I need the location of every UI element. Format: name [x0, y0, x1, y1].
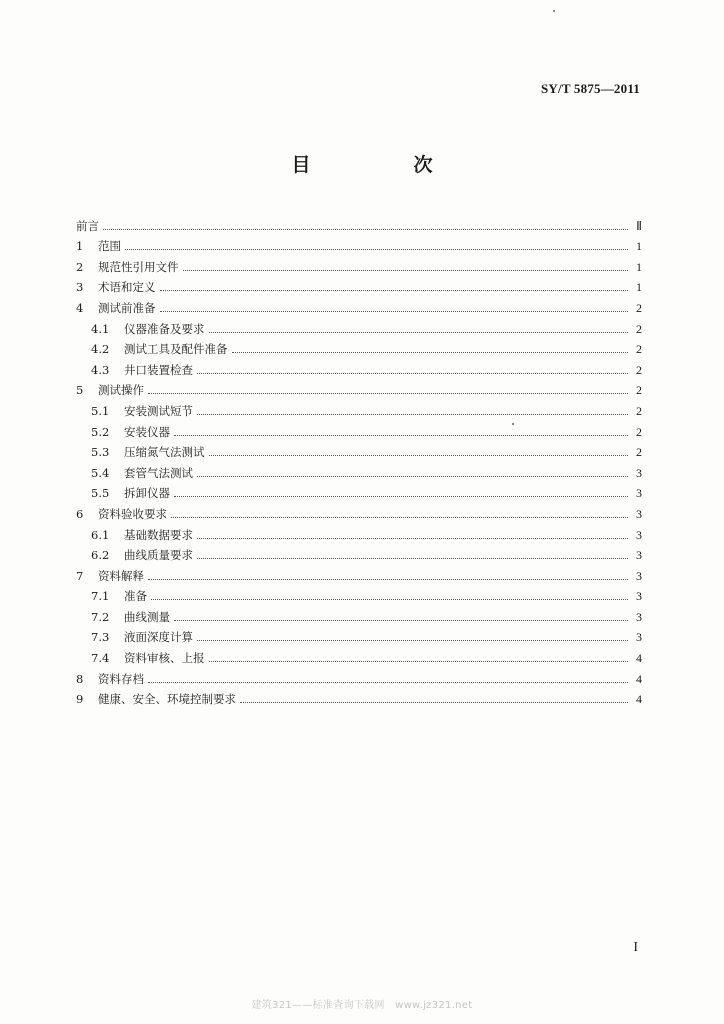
toc-entry-number: 2: [76, 259, 84, 274]
table-of-contents: [76, 212, 642, 706]
toc-entry-page: 3: [636, 548, 642, 563]
toc-entry-page: 3: [636, 589, 642, 604]
toc-entry-label: 资料存档: [98, 671, 144, 686]
dot-leader: [174, 496, 628, 497]
toc-entry-page: 4: [636, 671, 642, 686]
toc-entry: [76, 583, 642, 604]
toc-entry-label: 拆卸仪器: [124, 486, 170, 501]
scan-speck: [553, 10, 555, 12]
toc-entry-number: 7: [76, 568, 84, 583]
toc-entry: [76, 500, 642, 521]
toc-entry-page: 4: [636, 692, 642, 707]
toc-entry-number: 7.1: [91, 589, 110, 604]
toc-entry-page: 2: [636, 424, 642, 439]
toc-entry-number: 5.4: [91, 465, 110, 480]
toc-entry-number: 9: [76, 692, 84, 707]
dot-leader: [148, 393, 628, 394]
toc-entry-label: 健康、安全、环境控制要求: [98, 692, 236, 707]
toc-entry-page: 2: [636, 403, 642, 418]
toc-entry: [76, 562, 642, 583]
dot-leader: [103, 229, 628, 230]
scan-speck: [512, 423, 514, 425]
toc-entry-number: 5.5: [91, 486, 110, 501]
toc-entry: [76, 418, 642, 439]
toc-entry-number: 6.1: [91, 527, 110, 542]
toc-entry: [76, 665, 642, 686]
page-number: I: [633, 940, 638, 955]
toc-entry-label: 资料解释: [98, 568, 144, 583]
toc-entry: [76, 233, 642, 254]
toc-entry-label: 压缩氮气法测试: [124, 445, 205, 460]
dot-leader: [151, 599, 628, 600]
toc-entry-page: 3: [636, 506, 642, 521]
toc-entry-page: 4: [636, 651, 642, 666]
dot-leader: [197, 640, 628, 641]
watermark: 建筑321——标准查询下载网 www.jz321.net: [251, 1000, 473, 1011]
toc-entry-label: 资料审核、上报: [124, 651, 205, 666]
toc-entry: [76, 377, 642, 398]
dot-leader: [209, 332, 629, 333]
dot-leader: [174, 435, 628, 436]
dot-leader: [148, 682, 628, 683]
toc-entry-label: 套管气法测试: [124, 465, 193, 480]
toc-entry-number: 5.1: [91, 403, 110, 418]
toc-entry: [76, 439, 642, 460]
toc-entry-label: 术语和定义: [98, 280, 156, 295]
toc-entry-label: 基础数据要求: [124, 527, 193, 542]
dot-leader: [197, 414, 628, 415]
toc-entry-number: 6.2: [91, 548, 110, 563]
toc-entry-number: 8: [76, 671, 84, 686]
toc-entry-number: 4: [76, 300, 84, 315]
toc-entry: [76, 274, 642, 295]
toc-entry-number: 4.3: [91, 362, 110, 377]
dot-leader: [197, 476, 628, 477]
toc-entry: [76, 459, 642, 480]
toc-entry-number: 7.2: [91, 609, 110, 624]
toc-entry-number: 5: [76, 383, 84, 398]
toc-entry: [76, 336, 642, 357]
dot-leader: [232, 352, 629, 353]
toc-entry-label: 测试前准备: [98, 300, 156, 315]
dot-leader: [160, 290, 629, 291]
toc-entry-page: 2: [636, 300, 642, 315]
toc-entry-label: 测试操作: [98, 383, 144, 398]
toc-entry-label: 安装仪器: [124, 424, 170, 439]
toc-entry-label: 规范性引用文件: [98, 259, 179, 274]
toc-entry: [76, 315, 642, 336]
toc-entry-label: 仪器准备及要求: [124, 321, 205, 336]
toc-entry: [76, 603, 642, 624]
toc-entry-page: 2: [636, 445, 642, 460]
toc-entry-number: 5.2: [91, 424, 110, 439]
dot-leader: [174, 620, 628, 621]
dot-leader: [209, 661, 629, 662]
toc-entry-page: 1: [636, 239, 642, 254]
toc-entry-page: 3: [636, 465, 642, 480]
toc-entry-page: 1: [636, 280, 642, 295]
toc-entry-page: 3: [636, 527, 642, 542]
toc-entry-number: 6: [76, 506, 84, 521]
toc-entry-page: 2: [636, 362, 642, 377]
toc-entry-page: 2: [636, 383, 642, 398]
toc-entry-page: 3: [636, 568, 642, 583]
toc-entry-label: 曲线测量: [124, 609, 170, 624]
toc-entry-number: 4.2: [91, 342, 110, 357]
toc-title: 目 次: [291, 154, 475, 176]
dot-leader: [240, 702, 628, 703]
dot-leader: [125, 249, 628, 250]
dot-leader: [148, 579, 628, 580]
toc-entry-number: 7.4: [91, 651, 110, 666]
toc-entry: [76, 686, 642, 707]
toc-entry-page: 2: [636, 342, 642, 357]
toc-entry: [76, 542, 642, 563]
dot-leader: [197, 538, 628, 539]
toc-entry: [76, 397, 642, 418]
toc-entry-page: 3: [636, 486, 642, 501]
toc-entry-number: 5.3: [91, 445, 110, 460]
toc-entry: [76, 212, 642, 233]
dot-leader: [183, 270, 629, 271]
toc-entry-page: 3: [636, 609, 642, 624]
toc-entry-label: 前言: [76, 218, 99, 233]
standard-code: SY/T 5875—2011: [541, 81, 640, 96]
toc-entry: [76, 356, 642, 377]
toc-entry: [76, 480, 642, 501]
dot-leader: [197, 558, 628, 559]
toc-entry-label: 测试工具及配件准备: [124, 342, 228, 357]
toc-entry-number: 1: [76, 239, 84, 254]
toc-entry-page: Ⅱ: [636, 218, 642, 233]
dot-leader: [209, 455, 629, 456]
toc-entry-page: 2: [636, 321, 642, 336]
toc-entry: [76, 521, 642, 542]
toc-entry-label: 资料验收要求: [98, 506, 167, 521]
toc-entry: [76, 624, 642, 645]
toc-entry-label: 范围: [98, 239, 121, 254]
toc-entry-page: 3: [636, 630, 642, 645]
toc-entry-number: 3: [76, 280, 84, 295]
toc-entry-label: 井口装置检查: [124, 362, 193, 377]
toc-entry-number: 7.3: [91, 630, 110, 645]
toc-entry-label: 准备: [124, 589, 147, 604]
toc-entry-number: 4.1: [91, 321, 110, 336]
dot-leader: [160, 311, 629, 312]
toc-entry-label: 液面深度计算: [124, 630, 193, 645]
toc-entry: [76, 253, 642, 274]
dot-leader: [171, 517, 628, 518]
toc-entry: [76, 294, 642, 315]
toc-entry: [76, 644, 642, 665]
dot-leader: [197, 373, 628, 374]
toc-entry-label: 安装测试短节: [124, 403, 193, 418]
toc-entry-label: 曲线质量要求: [124, 548, 193, 563]
toc-entry-page: 1: [636, 259, 642, 274]
